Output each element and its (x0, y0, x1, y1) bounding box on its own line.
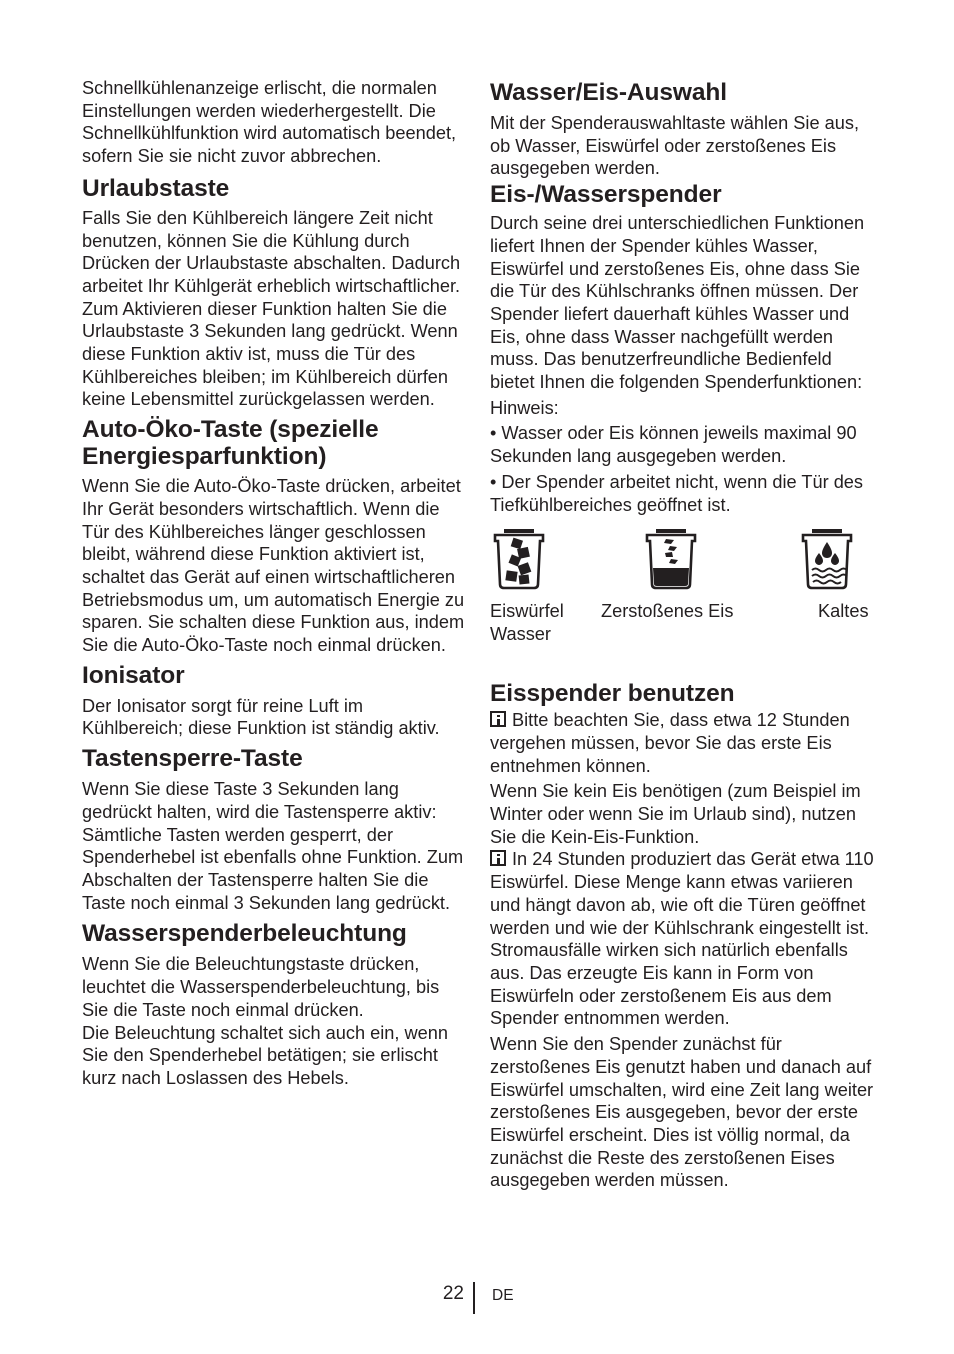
benutzen-info-1 (490, 709, 875, 777)
benutzen-heading: Eisspender benutzen (490, 680, 735, 708)
benutzen-text-2: Wenn Sie den Spender zunächst für zerstoßenes Eis genutzt haben und danach auf Eiswürfel umschalten, wird eine Zeit lang weiter zerstoßenes Eis ausgegeben, bevor der erste Eiswürfel erscheint. Dies ist völlig normal, da zunächst die Reste des zerstoßenen Eises ausgegeben werden müssen. (490, 1034, 874, 1191)
ionisator-heading: Ionisator (82, 661, 185, 689)
page-footer (0, 1282, 954, 1316)
ice-cubes-icon (492, 528, 546, 590)
tastensperre-text: Wenn Sie diese Taste 3 Sekunden lang gedrückt halten, wird die Tastensperre aktiv: Sämtliche Tasten werden gesperrt, der Spenderhebel ist ebenfalls ohne Funktion. Zum Abschalten der Tastensperre halten Sie die Taste noch einmal 3 Sekunden lang gedrückt. (82, 779, 464, 913)
crushed-ice-icon (644, 528, 698, 590)
beleuchtung-text-1: Wenn Sie die Beleuchtungstaste drücken, leuchtet die Wasserspenderbeleuchtung, bis Sie die Taste noch einmal drücken. (82, 954, 440, 1020)
auswahl-text: Mit der Spenderauswahltaste wählen Sie aus, ob Wasser, Eiswürfel oder zerstoßenes Eis ausgegeben werden. (490, 113, 860, 179)
language-code: DE (492, 1287, 514, 1304)
label-eiswuerfel: Eiswürfel (490, 601, 564, 622)
cold-water-icon (800, 528, 854, 590)
label-zerstossenes-eis: Zerstoßenes Eis (601, 601, 734, 622)
urlaubstaste-text: Falls Sie den Kühlbereich längere Zeit nicht benutzen, können Sie die Kühlung durch Drücken der Urlaubstaste abschalten. Dadurch arbeitet Ihr Kühlgerät erheblich wirtschaftlicher. Zum Aktivieren dieser Funktion halten Sie die Urlaubstaste 3 Sekunden lang gedrückt. Wenn diese Funktion aktiv ist, muss die Tür des Kühlbereiches bleiben; im Kühlbereich dürfen keine Lebensmittel zurückgelassen werden. (82, 207, 461, 410)
urlaubstaste-heading: Urlaubstaste (82, 174, 230, 202)
benutzen-info-1-text: Bitte beachten Sie, dass etwa 12 Stunden vergehen müssen, bevor Sie das erste Eis entnehmen können. (490, 710, 850, 776)
hinweis-bullet-1: • Wasser oder Eis können jeweils maximal 90 Sekunden lang ausgegeben werden. (490, 423, 857, 467)
spender-text: Durch seine drei unterschiedlichen Funktionen liefert Ihnen der Spender kühles Wasser, Eiswürfel und zerstoßenes Eis, ohne dass Sie die Tür des Kühlschranks öffnen müssen. Der Spender liefert dauerhaft kühles Wasser und Eis, ohne dass Wasser nachgefüllt werden muss. Das benutzerfreundliche Bedienfeld bietet Ihnen die folgenden Spenderfunktionen: (490, 213, 865, 393)
left-column (82, 77, 467, 1090)
hinweis-label: Hinweis: (490, 397, 559, 418)
label-kaltes: Kaltes (818, 601, 869, 622)
info-icon (490, 850, 506, 866)
footer-divider (473, 1282, 475, 1314)
benutzen-text-1: Wenn Sie kein Eis benötigen (zum Beispiel im Winter oder wenn Sie im Urlaub sind), nutzen Sie die Kein-Eis-Funktion. (490, 781, 861, 847)
tastensperre-heading: Tastensperre-Taste (82, 745, 303, 773)
hinweis-bullet-2: • Der Spender arbeitet nicht, wenn die Tür des Tiefkühlbereiches geöffnet ist. (490, 471, 864, 515)
benutzen-info-2-text: In 24 Stunden produziert das Gerät etwa 110 Eiswürfel. Diese Menge kann etwas variieren und hängt davon ab, wie oft die Türen geöffnet werden und wie der Kühlschrank eingestellt ist. Stromausfälle wirken sich natürlich ebenfalls aus. Das erzeugte Eis kann in Form von Eiswürfeln oder zerstoßenem Eis aus dem Spender entnommen werden. (490, 849, 874, 1029)
dispenser-icons (490, 528, 875, 592)
label-wasser: Wasser (490, 624, 551, 645)
intro-paragraph: Schnellkühlenanzeige erlischt, die normalen Einstellungen werden wiederhergestellt. Die Schnellkühlfunktion wird automatisch beendet, sofern Sie sie nicht zuvor abbrechen. (82, 78, 457, 167)
ionisator-text: Der Ionisator sorgt für reine Luft im Kühlbereich; diese Funktion ist ständig aktiv. (82, 695, 440, 739)
beleuchtung-heading: Wasserspenderbeleuchtung (82, 920, 407, 948)
spender-heading: Eis-/Wasserspender (490, 181, 722, 209)
info-icon (490, 711, 506, 727)
benutzen-info-2 (490, 848, 875, 1030)
right-column (490, 77, 875, 1192)
auswahl-heading: Wasser/Eis-Auswahl (490, 79, 727, 106)
auto-oeko-text: Wenn Sie die Auto-Öko-Taste drücken, arbeitet Ihr Gerät besonders wirtschaftlich. Wenn die Tür des Kühlbereiches länger geschlossen bleibt, während diese Funktion aktiviert ist, schaltet das Gerät auf einen wirtschaftlicheren Betriebsmodus um, um automatisch Energie zu sparen. Sie schalten diese Funktion aus, indem Sie die Auto-Öko-Taste noch einmal drücken. (82, 476, 465, 656)
beleuchtung-text-2: Die Beleuchtung schaltet sich auch ein, wenn Sie den Spenderhebel betätigen; sie erlischt kurz nach Loslassen des Hebels. (82, 1022, 448, 1088)
page-number: 22 (442, 1283, 464, 1304)
auto-oeko-heading: Auto-Öko-Taste (spezielle Energiesparfunktion) (82, 416, 379, 471)
icon-labels (490, 600, 875, 646)
